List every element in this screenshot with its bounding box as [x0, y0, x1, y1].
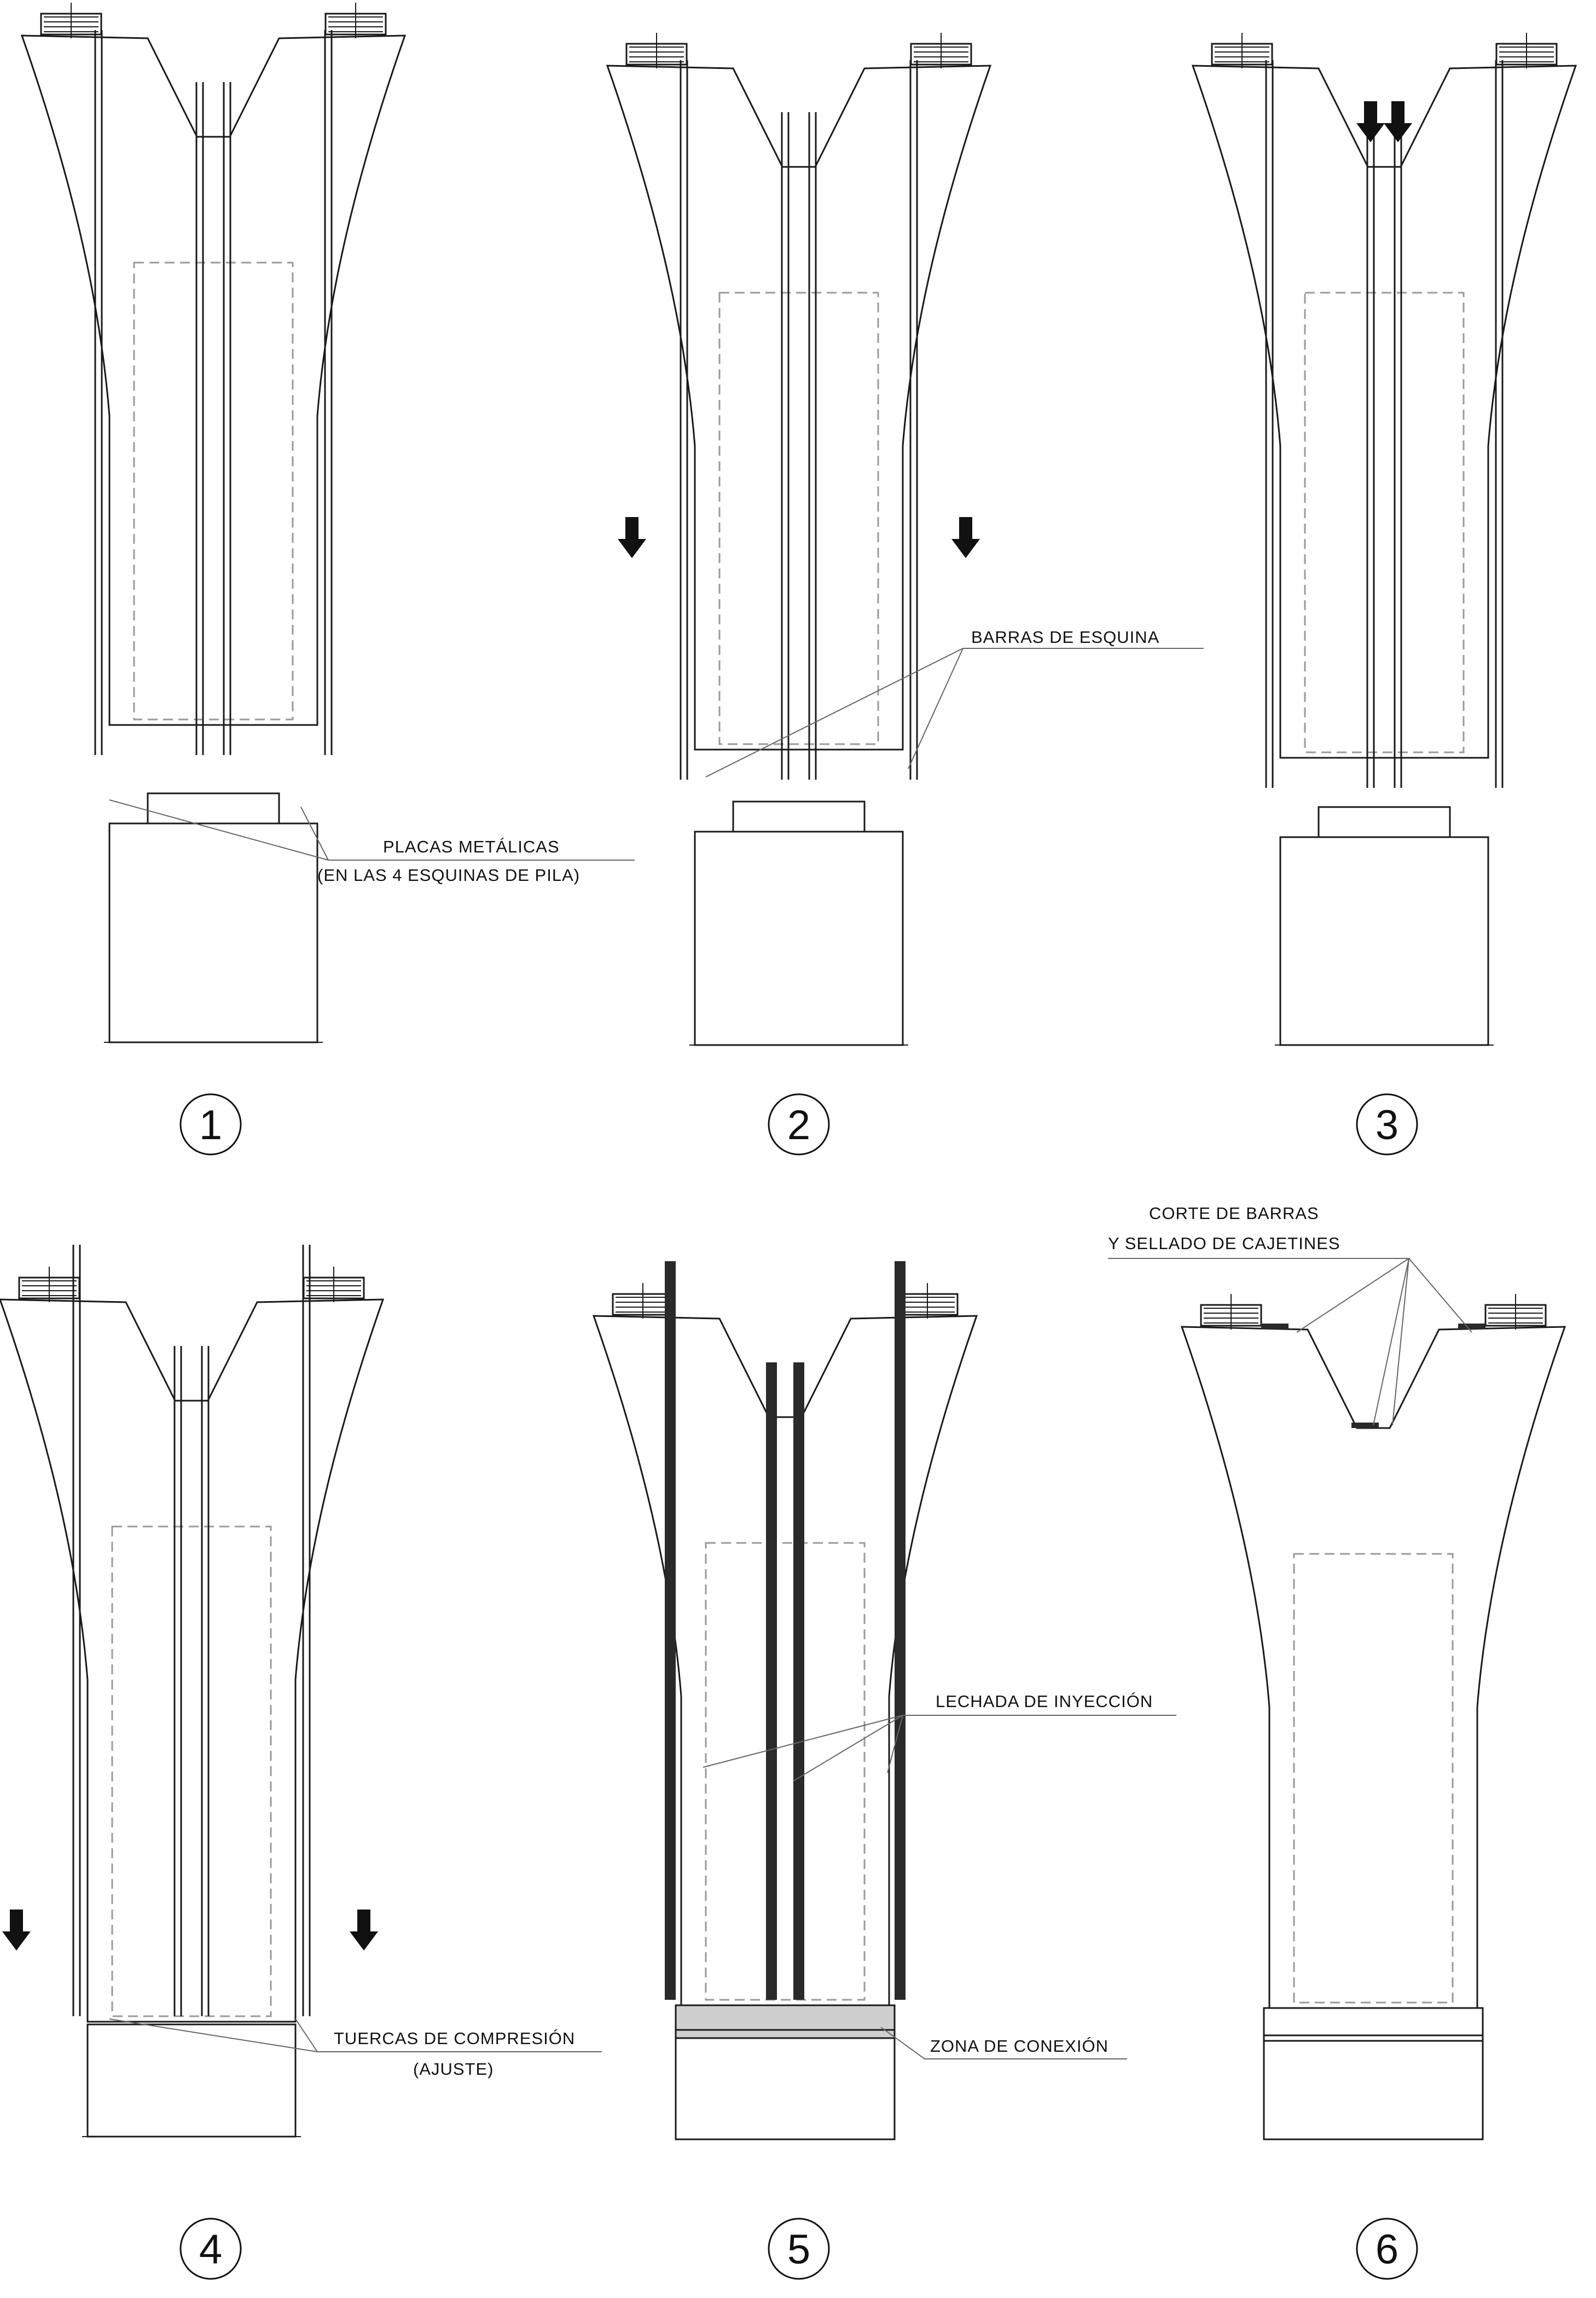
label-corte-barras: CORTE DE BARRAS: [1149, 1204, 1319, 1223]
pier-panel-4: [0, 1245, 383, 2137]
pier-body: [1193, 66, 1576, 758]
internal-void: [1294, 1554, 1453, 2003]
pier-panel-6: [1182, 1294, 1565, 2139]
leader-corte-1: [1108, 1258, 1409, 1332]
pier-body: [0, 1299, 383, 2022]
label-lechada-inyeccion: LECHADA DE INYECCIÓN: [936, 1692, 1153, 1711]
down-arrow-icon: [1384, 101, 1412, 142]
pier-panel-5: [594, 1261, 977, 2139]
foundation-block: [88, 2024, 295, 2137]
leader-corte-4: [1409, 1258, 1472, 1332]
bearing-right: [304, 1267, 364, 1302]
foundation-block: [695, 832, 903, 1045]
bearing-left: [41, 3, 101, 38]
bearing-left: [1201, 1294, 1261, 1330]
grouted-bar: [793, 1362, 804, 2000]
sealed-pocket: [1458, 1324, 1485, 1329]
label-sellado-cajetines: Y SELLADO DE CAJETINES: [1108, 1234, 1340, 1253]
step-6-number: 6: [1375, 2226, 1399, 2273]
down-arrow-icon: [951, 517, 980, 558]
sealed-pocket: [1261, 1324, 1289, 1329]
step-1-number: 1: [199, 1102, 223, 1148]
pier-body: [607, 66, 990, 750]
down-arrow-icon: [350, 1910, 378, 1951]
leader-placas-2: [301, 807, 328, 860]
connection-joint: [676, 2005, 895, 2038]
bearing-right: [1496, 33, 1557, 68]
base-plate: [148, 793, 279, 823]
bearing-left: [626, 33, 687, 68]
label-zona-conexion: ZONA DE CONEXIÓN: [930, 2036, 1109, 2056]
foundation-block: [109, 823, 317, 1042]
pier-panel-1: [22, 3, 405, 1042]
internal-void: [134, 263, 293, 719]
pier-body: [594, 1316, 977, 2005]
foundation-block: [676, 2030, 895, 2139]
label-ajuste: (AJUSTE): [413, 2059, 494, 2079]
down-arrow-icon: [1356, 101, 1385, 142]
internal-void: [706, 1543, 864, 2000]
foundation-block: [1280, 837, 1488, 1045]
internal-void: [1305, 293, 1464, 752]
label-placas-metalicas: PLACAS METÁLICAS: [383, 837, 560, 856]
leader-lechada-2: [793, 1715, 903, 1781]
pier-panel-3: [1193, 33, 1576, 1045]
step-3-number: 3: [1375, 1102, 1399, 1148]
bearing-right: [326, 3, 386, 38]
down-arrow-icon: [2, 1910, 31, 1951]
grouted-bar: [665, 1261, 676, 2000]
grouted-bar: [895, 1261, 906, 2000]
bearing-right: [1485, 1294, 1546, 1330]
internal-void: [719, 293, 878, 744]
down-arrow-icon: [618, 517, 646, 558]
label-barras-esquina: BARRAS DE ESQUINA: [971, 628, 1160, 647]
pier-body: [1182, 1327, 1565, 2008]
label-placas-esquinas: (EN LAS 4 ESQUINAS DE PILA): [317, 866, 581, 885]
bearing-left: [19, 1267, 79, 1302]
step-2-number: 2: [787, 1102, 811, 1148]
base-plate: [1319, 807, 1450, 837]
bearing-left: [613, 1283, 673, 1319]
label-tuercas-compresion: TUERCAS DE COMPRESIÓN: [334, 2029, 576, 2048]
leader-corte-3: [1392, 1258, 1409, 1425]
bearing-left: [1212, 33, 1272, 68]
foundation-block: [1264, 2035, 1483, 2139]
pier-body: [22, 36, 405, 725]
sealed-pocket: [1351, 1423, 1379, 1428]
bearing-right: [897, 1283, 957, 1319]
step-5-number: 5: [787, 2226, 811, 2273]
step-4-number: 4: [199, 2226, 223, 2273]
pier-panel-2: [607, 33, 990, 1045]
grouted-bar: [766, 1362, 777, 2000]
leader-tuercas-2: [295, 2019, 317, 2052]
base-plate: [733, 802, 864, 832]
bearing-right: [911, 33, 971, 68]
internal-void: [112, 1527, 271, 2016]
